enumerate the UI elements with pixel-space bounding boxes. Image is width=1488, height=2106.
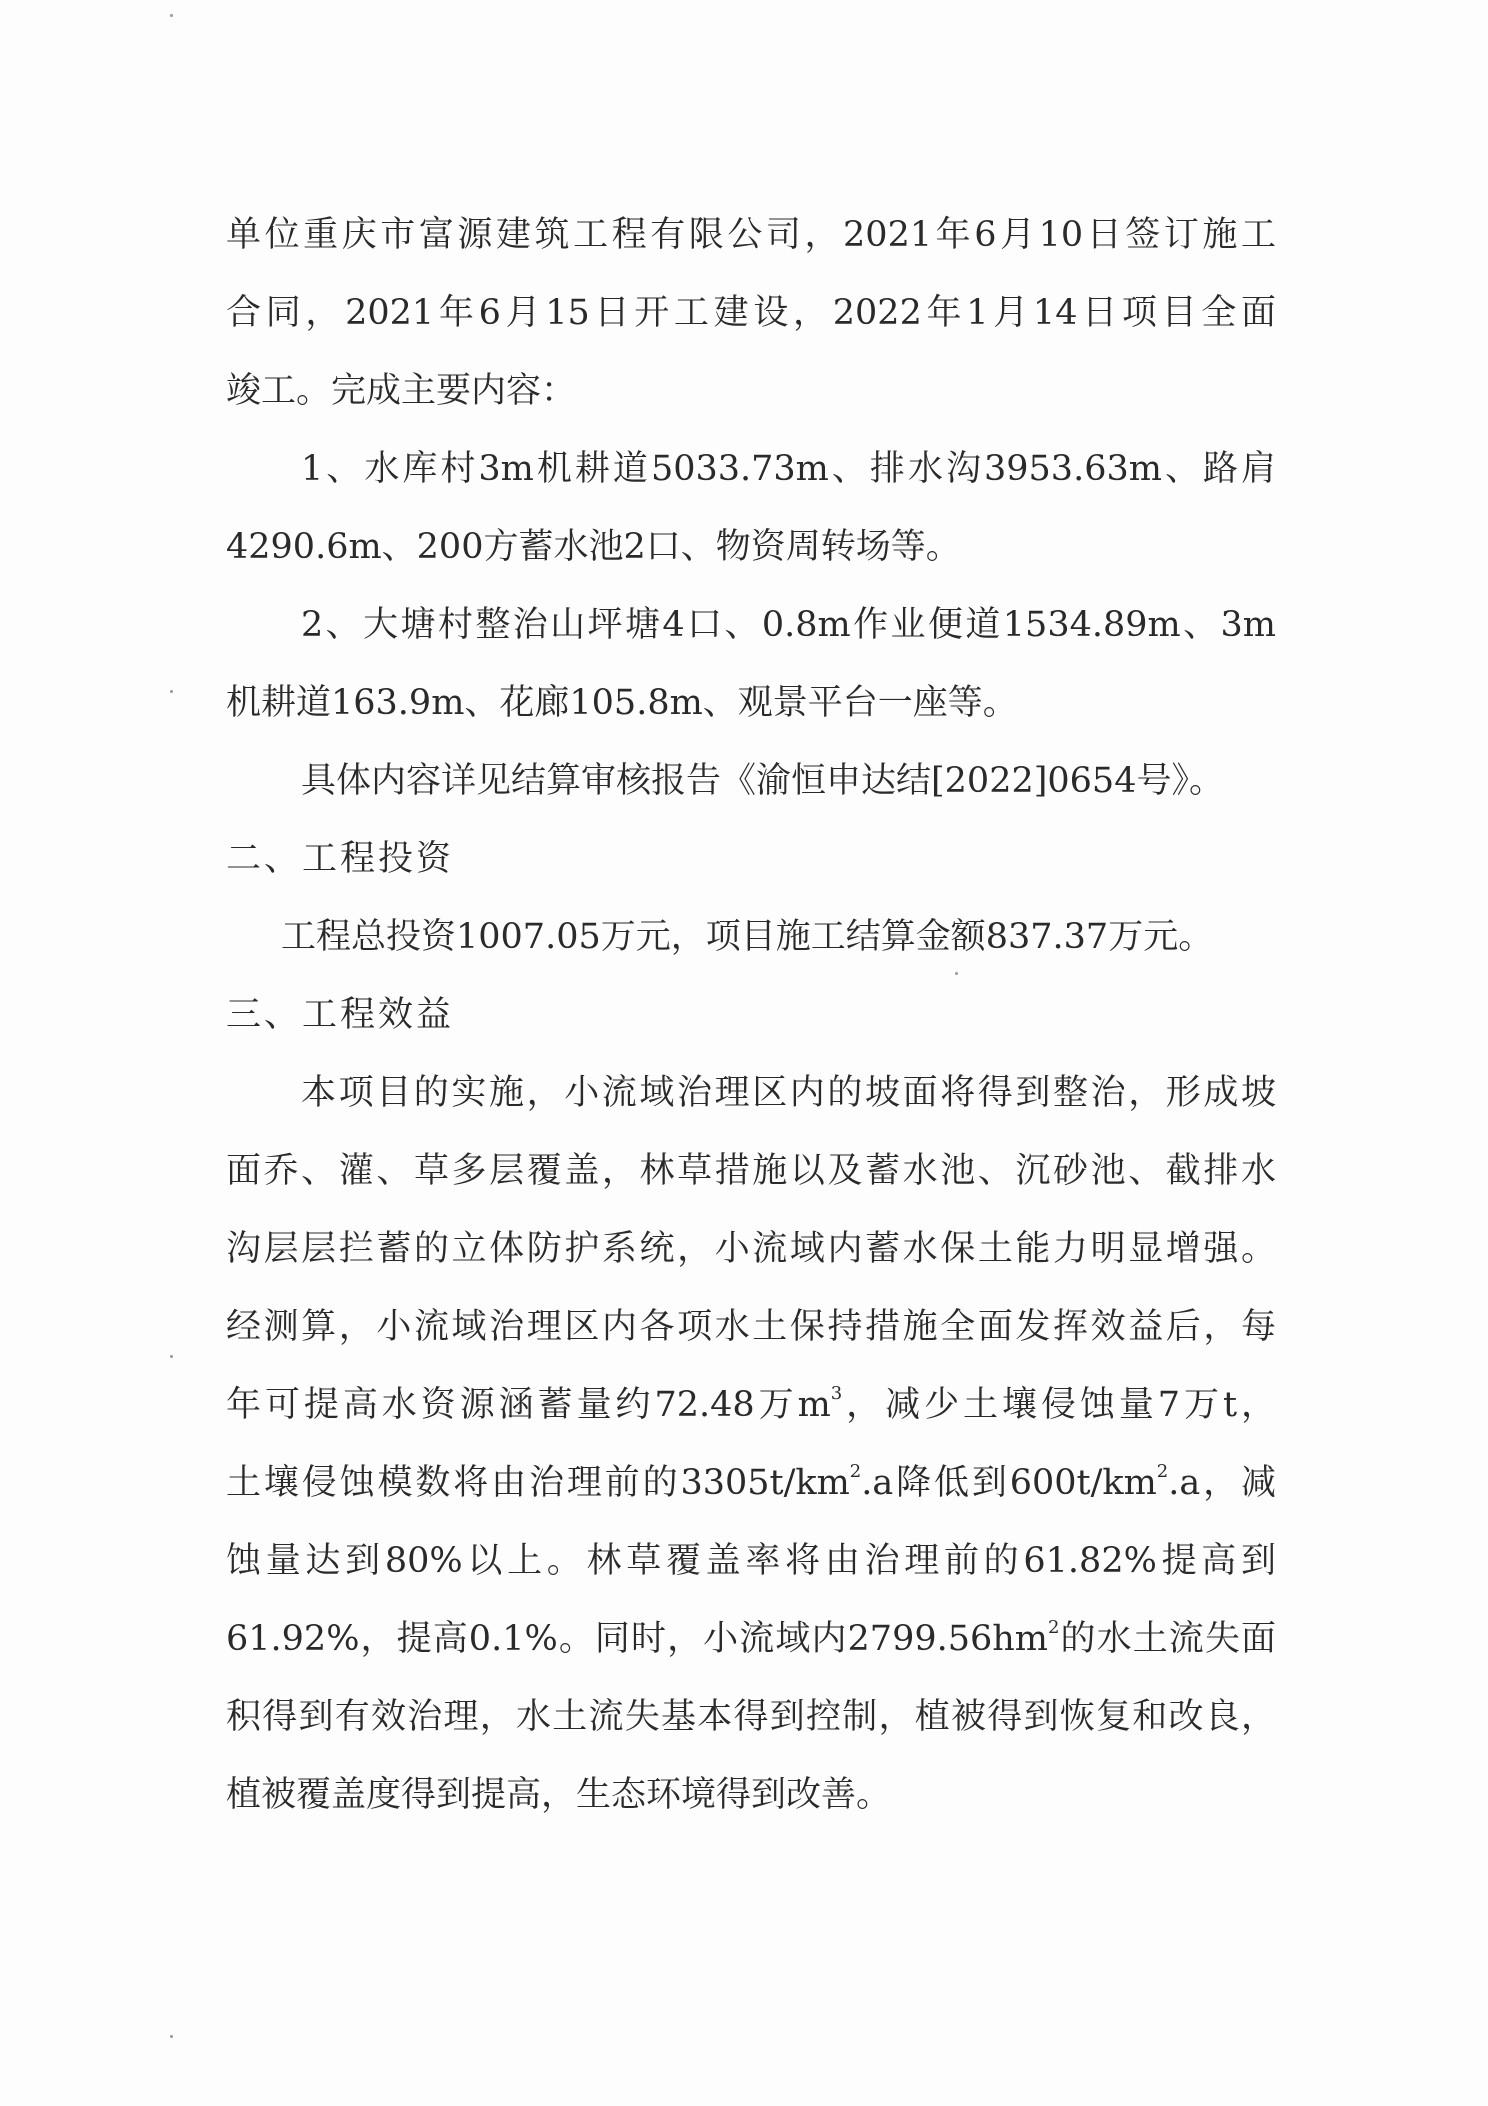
superscript: 3 [830, 1383, 843, 1405]
text-line: 蚀量达到80%以上。林草覆盖率将由治理前的61.82%提高到 [226, 1541, 1276, 1581]
document-body [226, 196, 1276, 1834]
text-fragment: ，减少土壤侵蚀量7万t， [842, 1385, 1276, 1425]
text-fragment: .a，减 [1168, 1463, 1276, 1503]
superscript: 2 [1048, 1617, 1060, 1639]
text-line: 4290.6m、200方蓄水池2口、物资周转场等。 [226, 527, 961, 567]
item-1-paragraph [226, 430, 1276, 586]
text-fragment: .a降低到600t/km [861, 1463, 1157, 1503]
text-fragment: 的水土流失面 [1059, 1619, 1276, 1659]
item-2-paragraph [226, 586, 1276, 742]
text-line: 植被覆盖度得到提高，生态环境得到改善。 [226, 1775, 892, 1815]
scan-speck [170, 2035, 173, 2038]
text-line: 面乔、灌、草多层覆盖，林草措施以及蓄水池、沉砂池、截排水 [226, 1151, 1276, 1191]
text-line: 单位重庆市富源建筑工程有限公司，2021年6月10日签订施工 [226, 215, 1276, 255]
text-line: 具体内容详见结算审核报告《渝恒申达结[2022]0654号》。 [301, 761, 1224, 801]
text-line: 积得到有效治理，水土流失基本得到控制，植被得到恢复和改良， [226, 1697, 1276, 1737]
text-fragment: 61.92%，提高0.1%。同时，小流域内2799.56hm [226, 1619, 1048, 1659]
text-line: 沟层层拦蓄的立体防护系统，小流域内蓄水保土能力明显增强。 [226, 1229, 1276, 1269]
text-line: 机耕道163.9m、花廊105.8m、观景平台一座等。 [226, 683, 1018, 723]
scan-speck [170, 690, 173, 693]
intro-paragraph [226, 196, 1276, 430]
text-line: 工程总投资1007.05万元，项目施工结算金额837.37万元。 [281, 917, 1214, 957]
text-fragment: 年可提高水资源涵蓄量约72.48万m [226, 1385, 831, 1425]
text-line: 竣工。完成主要内容： [226, 371, 577, 411]
text-line: 经测算，小流域治理区内各项水土保持措施全面发挥效益后，每 [226, 1307, 1276, 1347]
text-line [226, 1444, 1276, 1522]
text-line: 合同，2021年6月15日开工建设，2022年1月14日项目全面 [226, 293, 1276, 333]
scan-speck [170, 1355, 173, 1358]
section-heading-benefits: 三、工程效益 [226, 995, 455, 1035]
text-line: 本项目的实施，小流域治理区内的坡面将得到整治，形成坡 [301, 1073, 1276, 1113]
investment-paragraph [226, 898, 1276, 976]
text-line: 2、大塘村整治山坪塘4口、0.8m作业便道1534.89m、3m [301, 605, 1276, 645]
detail-reference [226, 742, 1276, 820]
scan-speck [170, 14, 173, 17]
text-fragment: 土壤侵蚀模数将由治理前的3305t/km [226, 1463, 850, 1503]
text-line: 1、水库村3m机耕道5033.73m、排水沟3953.63m、路肩 [301, 449, 1276, 489]
superscript: 2 [1156, 1461, 1169, 1483]
superscript: 2 [849, 1461, 862, 1483]
section-heading-investment: 二、工程投资 [226, 839, 455, 879]
benefits-paragraph [226, 1054, 1276, 1834]
text-line [226, 1366, 1276, 1444]
text-line [226, 1600, 1276, 1678]
